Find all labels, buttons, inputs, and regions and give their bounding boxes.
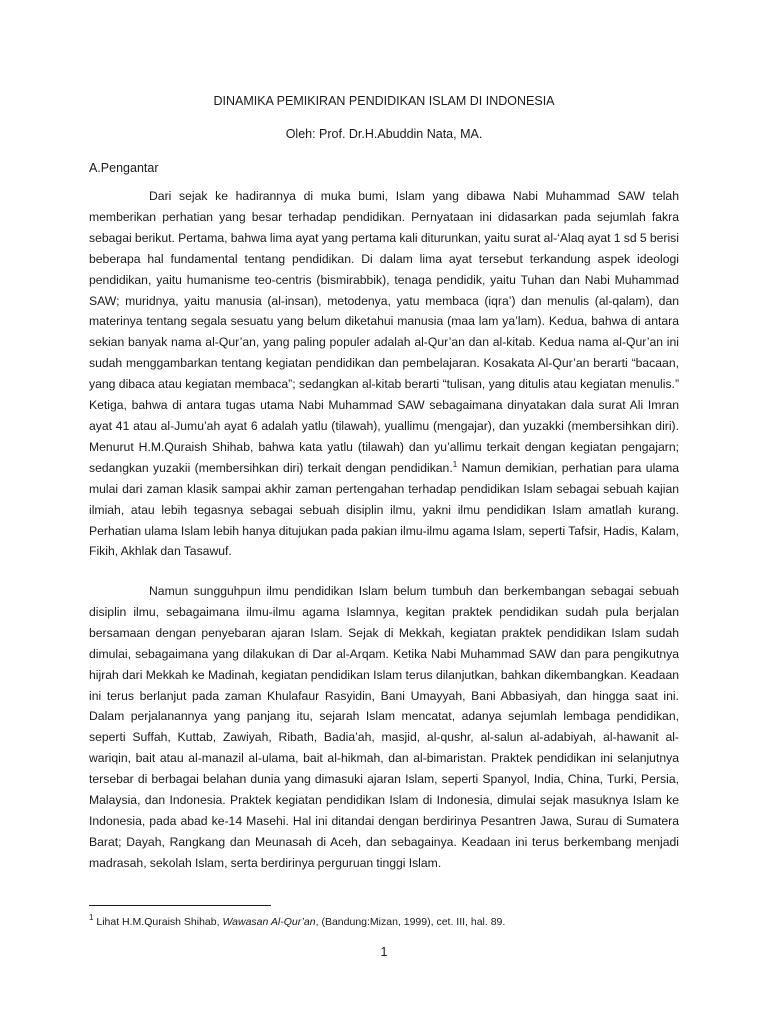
footnote-prefix: Lihat H.M.Quraish Shihab,	[93, 916, 223, 928]
document-title: DINAMIKA PEMIKIRAN PENDIDIKAN ISLAM DI INDONESIA	[213, 94, 555, 108]
paragraph-1	[89, 186, 679, 562]
document-author: Oleh: Prof. Dr.H.Abuddin Nata, MA.	[285, 127, 483, 141]
footnote-book-title: Wawasan Al-Qur’an	[222, 916, 316, 928]
paragraph-1-text-b: Namun demikian, perhatian para ulama mulai dari zaman klasik sampai akhir zaman pertengahan terhadap pendidikan Islam sebagai sebuah kajian ilmiah, atau lebih tegasnya sebagai sebuah disiplin ilmu, yakni ilmu pendidikan Islam amatlah kurang. Perhatian ulama Islam lebih hanya ditujukan pada pakian ilmu-ilmu agama Islam, seperti Tafsir, Hadis, Kalam, Fikih, Akhlak dan Tasawuf.	[89, 460, 679, 559]
footnote	[89, 915, 505, 929]
footnote-separator	[89, 905, 271, 906]
page-number: 1	[380, 945, 388, 959]
section-heading: A.Pengantar	[89, 161, 159, 175]
footnote-reference[interactable]: 1	[452, 459, 458, 469]
paragraph-2: Namun sungguhpun ilmu pendidikan Islam belum tumbuh dan berkembangan sebagai sebuah disiplin ilmu, sebagaimana ilmu-ilmu agama Islamnya, kegitan praktek pendidikan sudah pula berjalan bersamaan dengan penyebaran ajaran Islam. Sejak di Mekkah, kegiatan praktek pendidikan Islam sudah dimulai, sebagaimana yang dilakukan di Dar al-Arqam. Ketika Nabi Muhammad SAW dan para pengikutnya hijrah dari Mekkah ke Madinah, kegiatan pendidikan Islam terus dilanjutkan, bahkan dikembangkan. Keadaan ini terus berlanjut pada zaman Khulafaur Rasyidin, Bani Umayyah, Bani Abbasiyah, dan hingga saat ini. Dalam perjalanannya yang panjang itu, sejarah Islam mencatat, adanya sejumlah lembaga pendidikan, seperti Suffah, Kuttab, Zawiyah, Ribath, Badia’ah, masjid, al-qushr, al-salun al-adabiyah, al-hawanit al-wariqin, bait atau al-manazil al-ulama, bait al-hikmah, dan al-bimaristan. Praktek pendidikan ini selanjutnya tersebar di berbagai belahan dunia yang dimasuki ajaran Islam, seperti Spanyol, India, China, Turki, Persia, Malaysia, dan Indonesia. Praktek kegiatan pendidikan Islam di Indonesia, dimulai sejak masuknya Islam ke Indonesia, pada abad ke-14 Masehi. Hal ini ditandai dengan berdirinya Pesantren Jawa, Surau di Sumatera Barat; Dayah, Rangkang dan Meunasah di Aceh, dan sebagainya. Keadaan ini terus berkembang menjadi madrasah, sekolah Islam, serta berdirinya perguruan tinggi Islam.	[89, 584, 679, 870]
footnote-suffix: , (Bandung:Mizan, 1999), cet. III, hal. 89.	[315, 916, 506, 928]
footnote-number: 1	[89, 913, 94, 922]
paragraph-1-text-a: Dari sejak ke hadirannya di muka bumi, Islam yang dibawa Nabi Muhammad SAW telah memberikan perhatian yang besar terhadap pendidikan. Pernyataan ini didasarkan pada sejumlah fakra sebagai berikut. Pertama, bahwa lima ayat yang pertama kali diturunkan, yaitu surat al-‘Alaq ayat 1 sd 5 berisi beberapa hal fundamental tentang pendidikan. Di dalam lima ayat tersebut terkandung aspek ideologi pendidikan, yaitu humanisme teo-centris (bismirabbik), tenaga pendidik, yaitu Tuhan dan Nabi Muhammad SAW; muridnya, yaitu manusia (al-insan), metodenya, yatu membaca (iqra’) dan menulis (al-qalam), dan materinya tentang segala sesuatu yang belum diketahui manusia (maa lam ya’lam). Kedua, bahwa di antara sekian banyak nama al-Qur’an, yang paling populer adalah al-Qur’an dan al-kitab. Kedua nama al-Qur’an ini sudah menggambarkan tentang kegiatan pendidikan dan pembelajaran. Kosakata Al-Qur’an berarti “bacaan, yang dibaca atau kegiatan membaca”; sedangkan al-kitab berarti “tulisan, yang ditulis atau kegiatan menulis.” Ketiga, bahwa di antara tugas utama Nabi Muhammad SAW sebagaimana dinyatakan dala surat Ali Imran ayat 41 atau al-Jumu’ah ayat 6 adalah yatlu (tilawah), yuallimu (mengajar), dan yuzakki (membersihkan diri). Menurut H.M.Quraish Shihab, bahwa kata yatlu (tilawah) dan yu’allimu terkait dengan kegiatan pengajarn; sedangkan yuzakii (membersihkan diri) terkait dengan pendidikan.	[89, 189, 679, 475]
